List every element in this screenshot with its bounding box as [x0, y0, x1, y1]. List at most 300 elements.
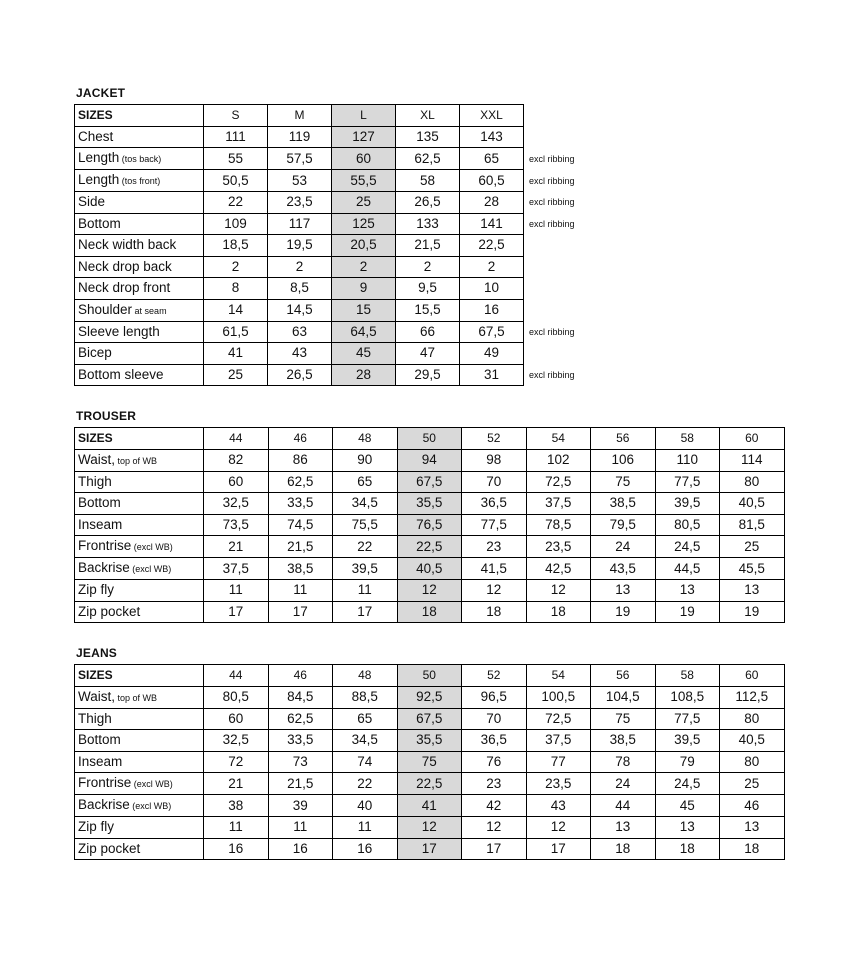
trouser-measurement-cell: 21,5: [268, 536, 333, 558]
trouser-measurement-cell: 40,5: [397, 558, 462, 580]
jeans-measurement-cell: 16: [333, 838, 398, 860]
trouser-size-table: [74, 427, 785, 623]
trouser-measurement-cell: 17: [268, 601, 333, 623]
jeans-measurement-cell: 22,5: [397, 773, 462, 795]
jacket-table-row: [75, 235, 604, 257]
jacket-measurement-cell: 2: [460, 256, 524, 278]
jeans-measurement-cell: 79: [655, 751, 720, 773]
jacket-row-label: [75, 126, 204, 148]
trouser-measurement-cell: 60: [204, 471, 269, 493]
jeans-table-row: [75, 795, 785, 817]
jacket-measurement-cell: 29,5: [396, 364, 460, 386]
jacket-note-cell: [524, 278, 604, 300]
jeans-measurement-cell: 13: [720, 817, 785, 839]
trouser-table-row: [75, 536, 785, 558]
jacket-measurement-cell: 8: [204, 278, 268, 300]
jacket-row-label: [75, 299, 204, 321]
jeans-measurement-cell: 46: [720, 795, 785, 817]
trouser-measurement-cell: 77,5: [655, 471, 720, 493]
trouser-measurement-cell: 35,5: [397, 493, 462, 515]
jeans-measurement-cell: 35,5: [397, 730, 462, 752]
trouser-size-header: 54: [526, 428, 591, 450]
jeans-measurement-cell: 45: [655, 795, 720, 817]
jeans-header-label: SIZES: [75, 665, 204, 687]
jacket-table-row: [75, 256, 604, 278]
jacket-table-row: [75, 126, 604, 148]
jeans-size-table: [74, 664, 785, 860]
jacket-measurement-cell: 109: [204, 213, 268, 235]
jacket-table-row: [75, 278, 604, 300]
measurement-name: Zip fly: [78, 819, 115, 835]
trouser-measurement-cell: 76,5: [397, 514, 462, 536]
jacket-row-label: [75, 148, 204, 170]
trouser-measurement-cell: 18: [526, 601, 591, 623]
jeans-measurement-cell: 88,5: [333, 686, 398, 708]
jeans-measurement-cell: 44: [591, 795, 656, 817]
jeans-table-row: [75, 817, 785, 839]
jacket-table-row: [75, 148, 604, 170]
measurement-qualifier: top of WB: [115, 692, 158, 703]
jacket-header-label: SIZES: [75, 105, 204, 127]
jeans-measurement-cell: 21,5: [268, 773, 333, 795]
jacket-measurement-cell: 9,5: [396, 278, 460, 300]
jacket-measurement-cell: 19,5: [268, 235, 332, 257]
trouser-measurement-cell: 11: [333, 580, 398, 602]
jeans-measurement-cell: 24,5: [655, 773, 720, 795]
jacket-measurement-cell: 22: [204, 192, 268, 214]
jeans-size-header: 48: [333, 665, 398, 687]
jacket-measurement-cell: 66: [396, 321, 460, 343]
trouser-row-label: [75, 449, 204, 471]
measurement-qualifier: top of WB: [115, 455, 158, 466]
trouser-measurement-cell: 72,5: [526, 471, 591, 493]
jeans-measurement-cell: 65: [333, 708, 398, 730]
measurement-name: Zip pocket: [78, 840, 141, 856]
measurement-qualifier: at seam: [132, 305, 167, 316]
jeans-measurement-cell: 108,5: [655, 686, 720, 708]
jacket-measurement-cell: 2: [204, 256, 268, 278]
jacket-measurement-cell: 28: [460, 192, 524, 214]
trouser-measurement-cell: 25: [720, 536, 785, 558]
jeans-measurement-cell: 12: [462, 817, 527, 839]
trouser-measurement-cell: 40,5: [720, 493, 785, 515]
jeans-measurement-cell: 17: [526, 838, 591, 860]
measurement-qualifier: (excl WB): [131, 542, 173, 552]
jacket-row-label: [75, 278, 204, 300]
jacket-measurement-cell: 2: [332, 256, 396, 278]
jeans-measurement-cell: 32,5: [204, 730, 269, 752]
jeans-measurement-cell: 18: [655, 838, 720, 860]
jeans-table-row: [75, 708, 785, 730]
jeans-measurement-cell: 17: [397, 838, 462, 860]
jeans-measurement-cell: 36,5: [462, 730, 527, 752]
jacket-measurement-cell: 58: [396, 170, 460, 192]
jeans-measurement-cell: 13: [655, 817, 720, 839]
jeans-measurement-cell: 72,5: [526, 708, 591, 730]
jacket-note-cell: [524, 105, 604, 127]
jacket-measurement-cell: 20,5: [332, 235, 396, 257]
jeans-measurement-cell: 22: [333, 773, 398, 795]
jacket-size-header: S: [204, 105, 268, 127]
jeans-row-label: [75, 686, 204, 708]
trouser-measurement-cell: 86: [268, 449, 333, 471]
jacket-measurement-cell: 50,5: [204, 170, 268, 192]
jeans-size-header: 50: [397, 665, 462, 687]
jeans-measurement-cell: 13: [591, 817, 656, 839]
jacket-row-label: [75, 321, 204, 343]
jeans-measurement-cell: 60: [204, 708, 269, 730]
jacket-size-table: [74, 104, 604, 386]
jeans-row-label: [75, 730, 204, 752]
trouser-row-label: [75, 471, 204, 493]
trouser-measurement-cell: 22: [333, 536, 398, 558]
trouser-measurement-cell: 77,5: [462, 514, 527, 536]
measurement-name: Waist,: [78, 688, 115, 704]
trouser-measurement-cell: 75: [591, 471, 656, 493]
jeans-table-row: [75, 838, 785, 860]
trouser-table-row: [75, 580, 785, 602]
jeans-measurement-cell: 33,5: [268, 730, 333, 752]
jacket-measurement-cell: 25: [332, 192, 396, 214]
measurement-name: Neck drop front: [78, 280, 171, 296]
trouser-measurement-cell: 19: [720, 601, 785, 623]
trouser-measurement-cell: 38,5: [591, 493, 656, 515]
jacket-measurement-cell: 60,5: [460, 170, 524, 192]
trouser-measurement-cell: 62,5: [268, 471, 333, 493]
trouser-size-header: 48: [333, 428, 398, 450]
jeans-measurement-cell: 21: [204, 773, 269, 795]
trouser-table-row: [75, 601, 785, 623]
trouser-measurement-cell: 11: [204, 580, 269, 602]
jeans-measurement-cell: 73: [268, 751, 333, 773]
jeans-section-title: JEANS: [76, 646, 118, 660]
jacket-measurement-cell: 9: [332, 278, 396, 300]
jeans-measurement-cell: 41: [397, 795, 462, 817]
jacket-row-label: [75, 343, 204, 365]
jacket-table-row: [75, 321, 604, 343]
jeans-measurement-cell: 25: [720, 773, 785, 795]
trouser-measurement-cell: 13: [655, 580, 720, 602]
measurement-qualifier: (excl WB): [129, 801, 172, 811]
jacket-row-label: [75, 192, 204, 214]
jacket-section-title: JACKET: [76, 86, 126, 100]
jacket-measurement-cell: 62,5: [396, 148, 460, 170]
trouser-measurement-cell: 34,5: [333, 493, 398, 515]
jacket-note-cell: excl ribbing: [529, 153, 575, 164]
measurement-name: Thigh: [78, 473, 112, 489]
jacket-measurement-cell: 31: [460, 364, 524, 386]
measurement-name: Bottom: [78, 732, 121, 748]
jacket-measurement-cell: 41: [204, 343, 268, 365]
trouser-measurement-cell: 13: [720, 580, 785, 602]
jacket-measurement-cell: 143: [460, 126, 524, 148]
trouser-measurement-cell: 19: [591, 601, 656, 623]
jeans-measurement-cell: 77,5: [655, 708, 720, 730]
trouser-measurement-cell: 81,5: [720, 514, 785, 536]
trouser-measurement-cell: 70: [462, 471, 527, 493]
jeans-measurement-cell: 42: [462, 795, 527, 817]
jacket-measurement-cell: 47: [396, 343, 460, 365]
trouser-size-header: 60: [720, 428, 785, 450]
jacket-measurement-cell: 61,5: [204, 321, 268, 343]
jeans-measurement-cell: 78: [591, 751, 656, 773]
jacket-measurement-cell: 10: [460, 278, 524, 300]
trouser-measurement-cell: 102: [526, 449, 591, 471]
jacket-measurement-cell: 65: [460, 148, 524, 170]
trouser-measurement-cell: 79,5: [591, 514, 656, 536]
jeans-row-label: [75, 773, 204, 795]
jacket-measurement-cell: 15,5: [396, 299, 460, 321]
measurement-name: Neck width back: [78, 237, 177, 253]
trouser-table-row: [75, 514, 785, 536]
jacket-measurement-cell: 28: [332, 364, 396, 386]
jacket-measurement-cell: 21,5: [396, 235, 460, 257]
jacket-table-row: [75, 170, 604, 192]
trouser-measurement-cell: 106: [591, 449, 656, 471]
jacket-measurement-cell: 57,5: [268, 148, 332, 170]
trouser-measurement-cell: 22,5: [397, 536, 462, 558]
jacket-measurement-cell: 26,5: [396, 192, 460, 214]
trouser-measurement-cell: 80,5: [655, 514, 720, 536]
trouser-measurement-cell: 11: [268, 580, 333, 602]
measurement-name: Sleeve length: [78, 323, 160, 339]
jeans-size-header: 52: [462, 665, 527, 687]
jeans-size-header: 60: [720, 665, 785, 687]
trouser-header-label: SIZES: [75, 428, 204, 450]
jeans-size-header: 56: [591, 665, 656, 687]
trouser-measurement-cell: 18: [397, 601, 462, 623]
trouser-measurement-cell: 24: [591, 536, 656, 558]
trouser-measurement-cell: 37,5: [526, 493, 591, 515]
jeans-measurement-cell: 43: [526, 795, 591, 817]
measurement-name: Bottom: [78, 495, 121, 511]
jeans-header-row: [75, 665, 785, 687]
jeans-row-label: [75, 708, 204, 730]
jacket-measurement-cell: 133: [396, 213, 460, 235]
jacket-header-row: [75, 105, 604, 127]
jacket-table-row: [75, 299, 604, 321]
jacket-measurement-cell: 67,5: [460, 321, 524, 343]
trouser-measurement-cell: 39,5: [333, 558, 398, 580]
jeans-measurement-cell: 24: [591, 773, 656, 795]
jacket-measurement-cell: 8,5: [268, 278, 332, 300]
jeans-measurement-cell: 39,5: [655, 730, 720, 752]
trouser-measurement-cell: 12: [462, 580, 527, 602]
trouser-measurement-cell: 75,5: [333, 514, 398, 536]
jeans-size-header: 46: [268, 665, 333, 687]
jacket-row-label: [75, 364, 204, 386]
jeans-measurement-cell: 11: [333, 817, 398, 839]
trouser-measurement-cell: 67,5: [397, 471, 462, 493]
jacket-table-row: [75, 343, 604, 365]
trouser-measurement-cell: 74,5: [268, 514, 333, 536]
measurement-name: Frontrise: [78, 538, 132, 553]
jeans-measurement-cell: 84,5: [268, 686, 333, 708]
trouser-measurement-cell: 90: [333, 449, 398, 471]
measurement-name: Bicep: [78, 345, 112, 361]
trouser-measurement-cell: 39,5: [655, 493, 720, 515]
measurement-name: Length: [78, 150, 120, 165]
jeans-row-label: [75, 817, 204, 839]
jacket-measurement-cell: 127: [332, 126, 396, 148]
jeans-measurement-cell: 74: [333, 751, 398, 773]
trouser-row-label: [75, 580, 204, 602]
jeans-measurement-cell: 40,5: [720, 730, 785, 752]
measurement-qualifier: (tos back): [119, 154, 162, 164]
jacket-size-header: M: [268, 105, 332, 127]
trouser-table-row: [75, 471, 785, 493]
jeans-measurement-cell: 12: [397, 817, 462, 839]
trouser-row-label: [75, 601, 204, 623]
jeans-row-label: [75, 838, 204, 860]
trouser-measurement-cell: 42,5: [526, 558, 591, 580]
measurement-name: Neck drop back: [78, 258, 172, 274]
trouser-row-label: [75, 536, 204, 558]
trouser-measurement-cell: 18: [462, 601, 527, 623]
trouser-table-row: [75, 558, 785, 580]
trouser-measurement-cell: 110: [655, 449, 720, 471]
jacket-note-cell: excl ribbing: [529, 326, 575, 337]
jeans-size-header: 54: [526, 665, 591, 687]
trouser-size-header: 58: [655, 428, 720, 450]
trouser-measurement-cell: 38,5: [268, 558, 333, 580]
jeans-row-label: [75, 795, 204, 817]
jacket-measurement-cell: 141: [460, 213, 524, 235]
trouser-measurement-cell: 41,5: [462, 558, 527, 580]
jacket-note-cell: excl ribbing: [529, 369, 575, 380]
jacket-measurement-cell: 22,5: [460, 235, 524, 257]
jeans-measurement-cell: 17: [462, 838, 527, 860]
jacket-measurement-cell: 2: [268, 256, 332, 278]
measurement-qualifier: (excl WB): [131, 779, 173, 789]
jeans-measurement-cell: 77: [526, 751, 591, 773]
jeans-measurement-cell: 18: [591, 838, 656, 860]
jeans-measurement-cell: 12: [526, 817, 591, 839]
measurement-name: Backrise: [78, 560, 130, 575]
jeans-measurement-cell: 67,5: [397, 708, 462, 730]
trouser-measurement-cell: 78,5: [526, 514, 591, 536]
jeans-measurement-cell: 76: [462, 751, 527, 773]
jacket-row-label: [75, 170, 204, 192]
trouser-measurement-cell: 36,5: [462, 493, 527, 515]
jacket-note-cell: excl ribbing: [529, 218, 575, 229]
trouser-size-header: 44: [204, 428, 269, 450]
measurement-name: Zip fly: [78, 582, 115, 598]
jeans-measurement-cell: 11: [204, 817, 269, 839]
trouser-measurement-cell: 45,5: [720, 558, 785, 580]
trouser-measurement-cell: 94: [397, 449, 462, 471]
trouser-measurement-cell: 65: [333, 471, 398, 493]
jacket-measurement-cell: 2: [396, 256, 460, 278]
jacket-measurement-cell: 25: [204, 364, 268, 386]
measurement-name: Inseam: [78, 753, 123, 769]
jacket-note-cell: [524, 256, 604, 278]
jeans-measurement-cell: 16: [268, 838, 333, 860]
trouser-header-row: [75, 428, 785, 450]
trouser-measurement-cell: 23: [462, 536, 527, 558]
jeans-measurement-cell: 80,5: [204, 686, 269, 708]
jeans-measurement-cell: 112,5: [720, 686, 785, 708]
jacket-note-cell: [524, 235, 604, 257]
jeans-measurement-cell: 39: [268, 795, 333, 817]
trouser-size-header: 50: [397, 428, 462, 450]
trouser-measurement-cell: 98: [462, 449, 527, 471]
jacket-size-header: XL: [396, 105, 460, 127]
trouser-measurement-cell: 43,5: [591, 558, 656, 580]
measurement-name: Length: [78, 172, 120, 187]
trouser-measurement-cell: 17: [204, 601, 269, 623]
trouser-row-label: [75, 493, 204, 515]
jeans-measurement-cell: 16: [204, 838, 269, 860]
trouser-measurement-cell: 32,5: [204, 493, 269, 515]
jeans-measurement-cell: 72: [204, 751, 269, 773]
measurement-name: Bottom sleeve: [78, 366, 164, 382]
trouser-table-row: [75, 449, 785, 471]
trouser-measurement-cell: 13: [591, 580, 656, 602]
measurement-name: Bottom: [78, 215, 121, 231]
measurement-name: Waist,: [78, 451, 115, 467]
jeans-measurement-cell: 34,5: [333, 730, 398, 752]
jacket-note-cell: excl ribbing: [529, 197, 575, 208]
trouser-measurement-cell: 24,5: [655, 536, 720, 558]
jacket-note-cell: [524, 126, 604, 148]
jacket-measurement-cell: 60: [332, 148, 396, 170]
jeans-measurement-cell: 37,5: [526, 730, 591, 752]
jeans-measurement-cell: 75: [591, 708, 656, 730]
jeans-measurement-cell: 80: [720, 751, 785, 773]
jacket-measurement-cell: 14,5: [268, 299, 332, 321]
jacket-note-cell: excl ribbing: [529, 175, 575, 186]
trouser-size-header: 56: [591, 428, 656, 450]
jacket-table-row: [75, 213, 604, 235]
trouser-measurement-cell: 80: [720, 471, 785, 493]
jeans-measurement-cell: 100,5: [526, 686, 591, 708]
jeans-measurement-cell: 92,5: [397, 686, 462, 708]
trouser-measurement-cell: 17: [333, 601, 398, 623]
jeans-size-header: 58: [655, 665, 720, 687]
jacket-measurement-cell: 135: [396, 126, 460, 148]
jacket-measurement-cell: 45: [332, 343, 396, 365]
trouser-table-row: [75, 493, 785, 515]
trouser-size-header: 52: [462, 428, 527, 450]
jacket-row-label: [75, 256, 204, 278]
jacket-measurement-cell: 55,5: [332, 170, 396, 192]
measurement-qualifier: (tos front): [119, 176, 161, 186]
jacket-row-label: [75, 235, 204, 257]
jacket-measurement-cell: 64,5: [332, 321, 396, 343]
measurement-name: Backrise: [78, 797, 130, 812]
jacket-measurement-cell: 55: [204, 148, 268, 170]
jacket-measurement-cell: 111: [204, 126, 268, 148]
measurement-name: Frontrise: [78, 775, 132, 790]
jeans-size-header: 44: [204, 665, 269, 687]
jacket-measurement-cell: 14: [204, 299, 268, 321]
measurement-name: Chest: [78, 128, 114, 144]
trouser-size-header: 46: [268, 428, 333, 450]
measurement-name: Side: [78, 194, 106, 210]
jeans-measurement-cell: 70: [462, 708, 527, 730]
jeans-measurement-cell: 96,5: [462, 686, 527, 708]
jacket-note-cell: [524, 343, 604, 365]
jeans-measurement-cell: 104,5: [591, 686, 656, 708]
measurement-name: Inseam: [78, 516, 123, 532]
trouser-measurement-cell: 73,5: [204, 514, 269, 536]
jacket-measurement-cell: 49: [460, 343, 524, 365]
trouser-row-label: [75, 514, 204, 536]
jacket-measurement-cell: 18,5: [204, 235, 268, 257]
jeans-table-row: [75, 751, 785, 773]
trouser-measurement-cell: 19: [655, 601, 720, 623]
